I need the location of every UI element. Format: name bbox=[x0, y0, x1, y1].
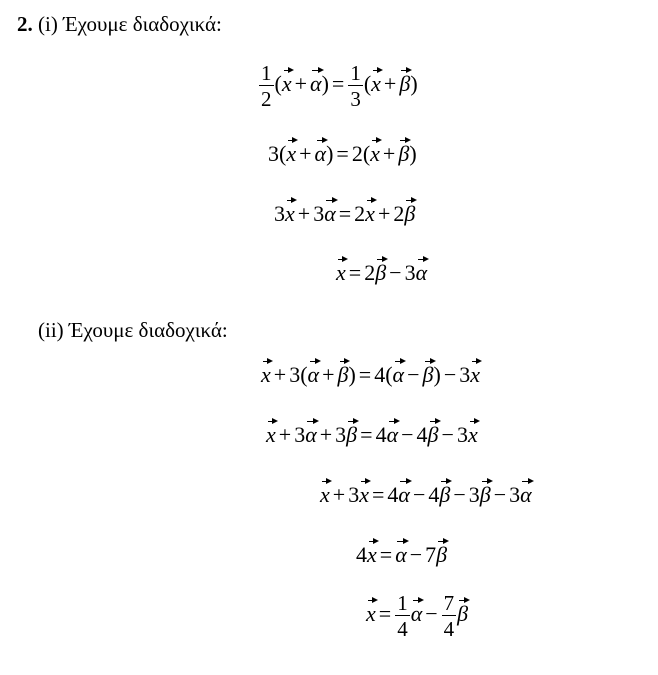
vector-beta: β bbox=[427, 422, 439, 447]
vector-x: x bbox=[359, 482, 369, 507]
math-close: ) bbox=[326, 141, 334, 166]
vector-x: x bbox=[286, 141, 297, 166]
math-plus: + bbox=[278, 422, 292, 447]
math-one: 1 bbox=[261, 61, 272, 85]
math-four: 4 bbox=[375, 422, 387, 447]
math-two: 2 bbox=[261, 87, 272, 112]
math-three: 3 bbox=[456, 422, 468, 447]
part-i-heading bbox=[17, 12, 222, 37]
math-open: ( bbox=[279, 141, 287, 166]
vector-x: x bbox=[261, 362, 271, 387]
vector-x: x bbox=[320, 482, 330, 507]
vector-alpha: α bbox=[305, 422, 317, 447]
math-three: 3 bbox=[274, 201, 285, 226]
math-four: 4 bbox=[387, 482, 399, 507]
vector-alpha: α bbox=[415, 260, 428, 285]
math-open: ( bbox=[362, 141, 371, 166]
math-minus: − bbox=[443, 362, 457, 387]
math-plus: + bbox=[332, 482, 346, 507]
math-minus: − bbox=[493, 482, 507, 507]
math-minus: − bbox=[401, 422, 414, 447]
math-open: ( bbox=[300, 362, 308, 387]
vector-beta: β bbox=[439, 482, 451, 507]
equation-ii-5 bbox=[366, 592, 468, 640]
math-minus: − bbox=[441, 422, 454, 447]
part-i-heading-text: (i) Έχουμε διαδοχικά: bbox=[32, 12, 222, 36]
math-minus: − bbox=[412, 482, 426, 507]
problem-number: 2. bbox=[17, 12, 33, 36]
math-three: 3 bbox=[509, 482, 521, 507]
math-three: 3 bbox=[348, 482, 360, 507]
vector-x: x bbox=[367, 542, 377, 567]
vector-x: x bbox=[281, 71, 292, 97]
math-two: 2 bbox=[393, 201, 405, 226]
math-three: 3 bbox=[468, 482, 480, 507]
vector-alpha: α bbox=[392, 362, 405, 387]
math-equals: = bbox=[348, 260, 362, 285]
vector-beta: β bbox=[337, 362, 349, 387]
math-equals: = bbox=[360, 422, 373, 447]
vector-beta: β bbox=[375, 260, 387, 285]
vector-x: x bbox=[285, 201, 295, 226]
math-seven: 7 bbox=[425, 542, 437, 567]
math-minus: − bbox=[425, 601, 438, 627]
math-one: 1 bbox=[397, 591, 408, 615]
vector-alpha: α bbox=[395, 542, 407, 567]
math-minus: − bbox=[407, 362, 420, 387]
math-two: 2 bbox=[351, 141, 363, 166]
vector-beta: β bbox=[398, 141, 410, 166]
fraction-one-half bbox=[259, 62, 274, 110]
math-plus: + bbox=[377, 201, 391, 226]
math-minus: − bbox=[389, 260, 402, 285]
math-four: 4 bbox=[374, 362, 386, 387]
vector-alpha: α bbox=[307, 362, 320, 387]
math-equals: = bbox=[358, 362, 372, 387]
math-plus: + bbox=[294, 71, 308, 97]
equation-i-4 bbox=[336, 262, 427, 284]
vector-x: x bbox=[266, 422, 276, 447]
math-equals: = bbox=[378, 601, 392, 627]
math-close: ) bbox=[321, 71, 329, 97]
vector-x: x bbox=[336, 260, 346, 285]
math-equals: = bbox=[336, 141, 349, 166]
math-four: 4 bbox=[416, 422, 428, 447]
fraction-one-quarter bbox=[395, 592, 410, 640]
math-plus: + bbox=[273, 362, 287, 387]
vector-beta: β bbox=[404, 201, 416, 226]
math-three: 3 bbox=[294, 422, 306, 447]
math-minus: − bbox=[409, 542, 423, 567]
equation-i-3 bbox=[274, 203, 415, 225]
vector-alpha: α bbox=[410, 601, 423, 627]
vector-alpha: α bbox=[520, 482, 532, 507]
math-close: ) bbox=[409, 141, 417, 166]
vector-alpha: α bbox=[324, 201, 336, 226]
equation-i-2 bbox=[268, 143, 417, 165]
vector-x: x bbox=[365, 201, 375, 226]
math-two: 2 bbox=[354, 201, 366, 226]
vector-beta: β bbox=[399, 71, 411, 97]
math-plus: + bbox=[322, 362, 335, 387]
part-ii-heading bbox=[38, 318, 228, 343]
equation-ii-2 bbox=[266, 424, 478, 446]
vector-alpha: α bbox=[314, 141, 327, 166]
math-three: 3 bbox=[335, 422, 347, 447]
math-one: 1 bbox=[350, 61, 361, 85]
vector-x: x bbox=[366, 601, 376, 627]
vector-beta: β bbox=[479, 482, 491, 507]
vector-alpha: α bbox=[386, 422, 399, 447]
math-open: ( bbox=[363, 71, 372, 97]
math-two: 2 bbox=[364, 260, 376, 285]
math-close: ) bbox=[348, 362, 356, 387]
equation-ii-1 bbox=[261, 364, 480, 386]
equation-ii-3 bbox=[320, 484, 532, 506]
vector-beta: β bbox=[457, 601, 469, 627]
math-three: 3 bbox=[313, 201, 325, 226]
math-four: 4 bbox=[397, 617, 408, 642]
vector-x: x bbox=[371, 71, 381, 97]
math-three: 3 bbox=[289, 362, 301, 387]
math-plus: + bbox=[383, 71, 397, 97]
math-plus: + bbox=[382, 141, 396, 166]
math-seven: 7 bbox=[443, 591, 455, 615]
vector-alpha: α bbox=[310, 71, 322, 97]
equation-ii-4 bbox=[356, 544, 447, 566]
math-plus: + bbox=[297, 201, 311, 226]
math-four: 4 bbox=[356, 542, 367, 567]
math-equals: = bbox=[338, 201, 352, 226]
vector-beta: β bbox=[436, 542, 448, 567]
vector-x: x bbox=[467, 422, 478, 447]
equation-i-1 bbox=[258, 62, 418, 110]
math-plus: + bbox=[319, 422, 333, 447]
math-three: 3 bbox=[404, 260, 416, 285]
vector-x: x bbox=[370, 141, 380, 166]
vector-alpha: α bbox=[398, 482, 410, 507]
math-open: ( bbox=[274, 71, 282, 97]
math-three: 3 bbox=[268, 141, 279, 166]
math-four: 4 bbox=[428, 482, 440, 507]
math-plus: + bbox=[299, 141, 312, 166]
math-close: ) bbox=[433, 362, 441, 387]
fraction-one-third bbox=[348, 62, 363, 110]
math-three: 3 bbox=[459, 362, 471, 387]
math-equals: = bbox=[379, 542, 393, 567]
math-equals: = bbox=[371, 482, 385, 507]
math-open: ( bbox=[385, 362, 393, 387]
math-close: ) bbox=[410, 71, 418, 97]
vector-beta: β bbox=[346, 422, 358, 447]
part-ii-heading-text: (ii) Έχουμε διαδοχικά: bbox=[38, 318, 228, 342]
math-equals: = bbox=[331, 71, 345, 97]
math-three: 3 bbox=[350, 87, 361, 112]
math-four: 4 bbox=[443, 617, 455, 642]
math-minus: − bbox=[453, 482, 466, 507]
vector-beta: β bbox=[422, 362, 434, 387]
vector-x: x bbox=[470, 362, 481, 387]
fraction-seven-quarters bbox=[442, 592, 457, 640]
